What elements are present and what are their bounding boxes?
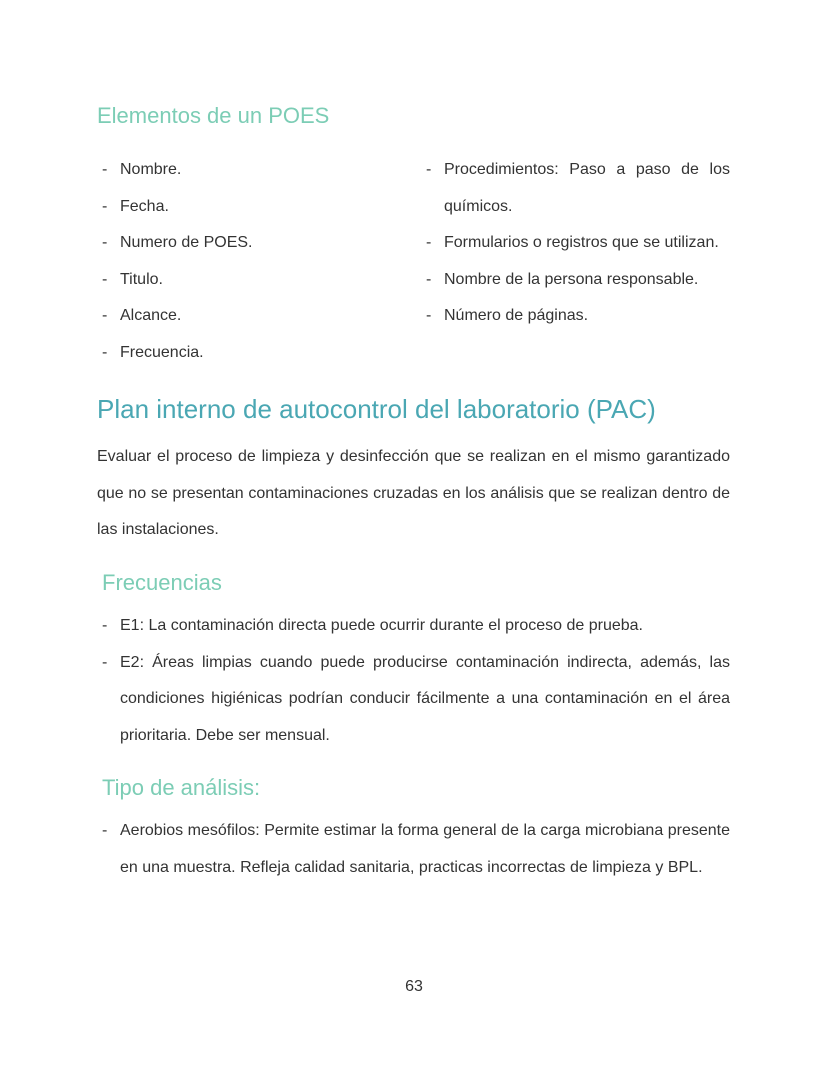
list-item: - Titulo. xyxy=(102,262,402,299)
section-heading-frecuencias: Frecuencias xyxy=(102,570,222,595)
list-marker: - xyxy=(102,307,108,324)
list-marker: - xyxy=(102,822,108,839)
list-marker: - xyxy=(426,161,432,178)
list-item: - Número de páginas. xyxy=(426,298,730,335)
poes-elements-left-list xyxy=(102,152,402,371)
list-marker: - xyxy=(102,161,108,178)
list-marker: - xyxy=(426,307,432,324)
page-number: 63 xyxy=(405,978,423,995)
list-item: - Alcance. xyxy=(102,298,402,335)
list-marker: - xyxy=(102,343,108,361)
list-item: - Nombre de la persona responsable. xyxy=(426,262,730,299)
list-item: - Aerobios mesófilos: Permite estimar la forma general de la carga microbiana presente en una muestra. Refleja calidad sanitaria, practicas incorrectas de limpieza y BPL. xyxy=(102,813,730,886)
list-item: - Procedimientos: Paso a paso de los químicos. xyxy=(426,152,730,225)
list-item: - Numero de POES. xyxy=(102,225,402,262)
list-item: - Fecha. xyxy=(102,189,402,226)
list-marker: - xyxy=(102,653,108,671)
list-marker: - xyxy=(102,197,108,215)
section-heading-poes: Elementos de un POES xyxy=(97,103,330,128)
poes-elements-right-list xyxy=(426,152,730,335)
list-marker: - xyxy=(102,234,108,251)
list-marker: - xyxy=(102,270,108,288)
list-item: - Formularios o registros que se utilizan. xyxy=(426,225,730,262)
frecuencias-list xyxy=(102,608,730,754)
list-item: - E1: La contaminación directa puede ocurrir durante el proceso de prueba. xyxy=(102,608,730,645)
list-marker: - xyxy=(426,234,432,251)
section-heading-tipo-analisis: Tipo de análisis: xyxy=(102,775,261,800)
list-item: - E2: Áreas limpias cuando puede producirse contaminación indirecta, además, las condiciones higiénicas podrían conducir fácilmente a una contaminación en el área prioritaria. Debe ser mensual. xyxy=(102,645,730,755)
list-marker: - xyxy=(102,617,108,634)
section-heading-pac: Plan interno de autocontrol del laboratorio (PAC) xyxy=(97,394,656,424)
tipo-analisis-list xyxy=(102,813,730,886)
list-item: - Frecuencia. xyxy=(102,335,402,372)
list-marker: - xyxy=(426,270,432,288)
list-item: - Nombre. xyxy=(102,152,402,189)
pac-description: Evaluar el proceso de limpieza y desinfección que se realizan en el mismo garantizado que no se presentan contaminaciones cruzadas en los análisis que se realizan dentro de las instalaciones. xyxy=(97,448,730,538)
